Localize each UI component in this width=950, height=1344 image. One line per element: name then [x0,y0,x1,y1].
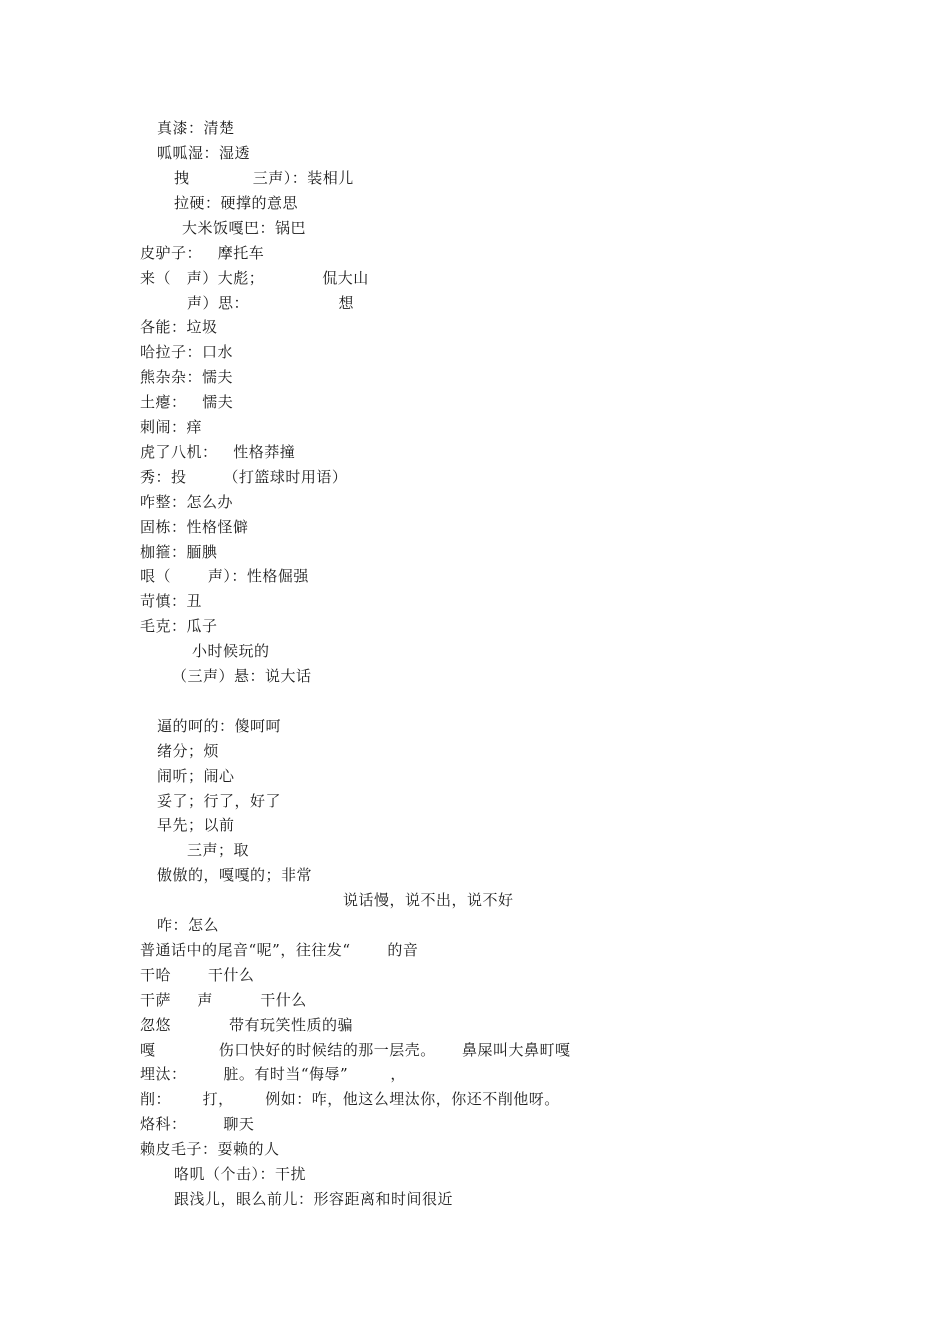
text-line: 声）思： 想 [187,294,355,312]
text-line: 固栋：性格怪僻 [140,518,249,536]
text-line: 刺闹：痒 [140,418,203,436]
text-line: 早先；以前 [157,816,235,834]
text-line: 各能：垃圾 [140,318,218,336]
text-line: 咋：怎么 [157,916,220,934]
text-line: 忽悠 带有玩笑性质的骗 [140,1016,353,1034]
text-line: 土瘪： 懦夫 [140,393,234,411]
text-line: 傲傲的，嘎嘎的；非常 [157,866,313,884]
text-line: 闹听；闹心 [157,767,235,785]
text-line: 枷箍：腼腆 [140,543,218,561]
text-line: 小时候玩的 [192,642,270,660]
text-line: 妥了；行了，好了 [157,792,282,810]
text-line: 哈拉子：口水 [140,343,234,361]
text-line: 大米饭嘎巴：锅巴 [182,219,307,237]
text-line: 来（ 声）大彪； 侃大山 [140,269,369,287]
text-line: 三声；取 [187,841,250,859]
text-line: 赖皮毛子：耍赖的人 [140,1140,280,1158]
text-line: 跟浅儿，眼么前儿：形容距离和时间很近 [174,1190,454,1208]
text-line: 毛克：瓜子 [140,617,218,635]
text-line: 说话慢，说不出，说不好 [343,891,514,909]
text-line: 干萨 声 干什么 [140,991,307,1009]
text-line: 绪分；烦 [157,742,220,760]
text-line: 嘎 伤口快好的时候结的那一层壳。 鼻屎叫大鼻町嘎 [140,1041,571,1059]
text-line: 拉硬：硬撑的意思 [174,194,299,212]
text-line: 苛慎：丑 [140,592,203,610]
text-line: 普通话中的尾音“呢”，往往发“ 的音 [140,941,419,959]
text-line: 咯叽（个击）：干扰 [174,1165,307,1183]
text-line: 埋汰： 脏。有时当“侮辱” ， [140,1065,406,1083]
text-line: 真漆：清楚 [157,119,235,137]
text-line: 呱呱湿：湿透 [157,144,251,162]
text-line: 拽 三声）：装相儿 [174,169,354,187]
text-line: 烙科： 聊天 [140,1115,255,1133]
text-line: 哏（ 声）：性格倔强 [140,567,309,585]
text-line: 秀：投 （打篮球时用语） [140,468,348,486]
text-line: 干哈 干什么 [140,966,255,984]
text-line: 虎了八机： 性格莽撞 [140,443,296,461]
text-line: 逼的呵的：傻呵呵 [157,717,282,735]
text-line: （三声）悬：说大话 [172,667,312,685]
text-line: 削： 打， 例如：咋，他这么埋汰你，你还不削他呀。 [140,1090,560,1108]
text-line: 皮驴子： 摩托车 [140,244,265,262]
text-line: 咋整：怎么办 [140,493,234,511]
text-line: 熊杂杂：懦夫 [140,368,234,386]
